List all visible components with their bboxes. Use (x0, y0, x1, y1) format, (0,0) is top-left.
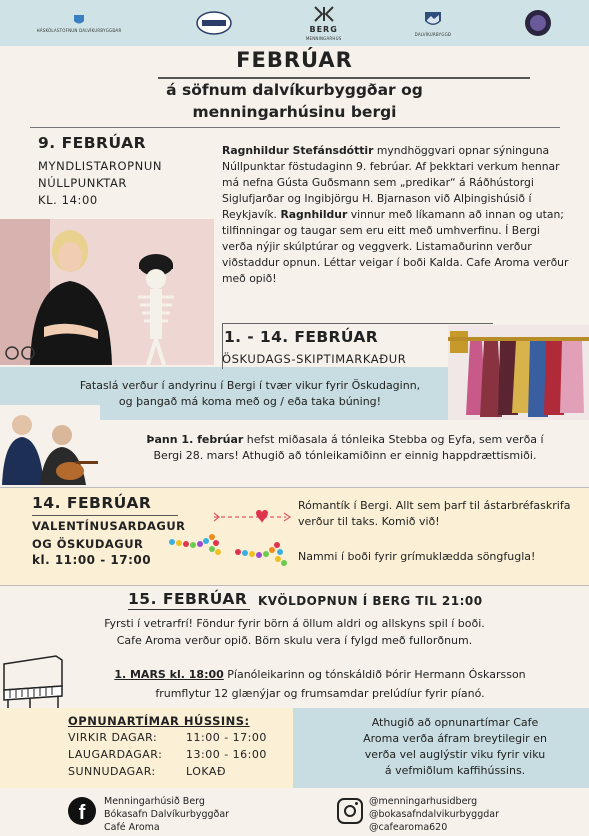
feb15-date: 15. FEBRÚAR (128, 590, 248, 608)
facebook-link[interactable]: Bókasafn Dalvíkurbyggðar (104, 809, 230, 820)
facebook-link[interactable]: Café Aroma (104, 822, 160, 833)
valentine-subtitle: VALENTÍNUSARDAGUR OG ÖSKUDAGUR (32, 519, 186, 551)
facebook-accounts (104, 795, 229, 834)
cafe-hours-notice: Athugið að opnunartímar Cafe Aroma verða áfram breytilegir en verða vel auglýstir viku fyrir viku á vefmiðlum kaffihússins. (363, 716, 547, 777)
cafe-logo-icon (524, 9, 552, 37)
artist-photo (0, 219, 214, 365)
shield-icon (423, 10, 443, 30)
logo-bokasafn (195, 10, 233, 36)
bokasafn-logo-icon (195, 10, 233, 36)
instagram-link[interactable]: @cafearoma620 (369, 822, 448, 833)
instagram-link[interactable]: @menningarhusidberg (369, 796, 478, 807)
oskudagur-date: 1. - 14. FEBRÚAR (224, 328, 379, 346)
facebook-link[interactable]: Menningarhúsið Berg (104, 796, 205, 807)
clothes-rack-illustration (448, 325, 589, 420)
clothes-rack-photo (448, 325, 589, 420)
logo-haskolastofnun: HÁSKÓLASTOFNUN DALVÍKURBYGGÐAR (37, 14, 122, 33)
feb15-date-underline (128, 609, 250, 610)
beads-decoration-icon (168, 530, 298, 570)
hours-row: VIRKIR DAGAR: 11:00 - 17:00 (68, 731, 267, 744)
berg-mark-icon (313, 5, 335, 23)
opening-hours-title: OPNUNARTÍMAR HÚSSINS: (68, 714, 250, 728)
musicians-illustration (0, 405, 100, 485)
logo-bar (0, 0, 589, 46)
instagram-accounts (369, 795, 499, 834)
hours-row: SUNNUDAGAR: LOKAÐ (68, 765, 226, 778)
feb15-description: Fyrsti í vetrarfrí! Föndur fyrir börn á öllum aldri og allskyns spil í boði. Cafe Aroma verður opið. Börn skulu vera í fylgd með fullorðnum. (104, 617, 485, 647)
page-title: FEBRÚAR (236, 48, 353, 72)
logo-dalvikurbyggd: DALVÍKURBYGGÐ (415, 10, 452, 37)
oskudagur-subtitle: ÖSKUDAGS-SKIPTIMARKAÐUR (222, 352, 407, 366)
facebook-icon[interactable]: f (68, 797, 96, 825)
musicians-photo (0, 405, 100, 485)
valentine-time: kl. 11:00 - 17:00 (32, 553, 152, 567)
hours-row: LAUGARDAGAR: 13:00 - 16:00 (68, 748, 267, 761)
valentine-candy-text: Nammi í boði fyrir grímuklædda söngfugla! (298, 550, 536, 563)
feb15-heading: KVÖLDOPNUN Í BERG TIL 21:00 (258, 594, 483, 608)
valentine-date: 14. FEBRÚAR (32, 494, 152, 512)
oskudagur-description: Fataslá verður í andyrinu í Bergi í tvær vikur fyrir Öskudaginn, og þangað má koma með og / eða taka búning! (79, 379, 421, 408)
valentine-romance-text: Rómantík í Bergi. Allt sem þarf til ástarbréfaskrifa verður til taks. Komið við! (298, 499, 571, 528)
crest-icon (73, 14, 85, 26)
feb9-subtitle: MYNDLISTAROPNUN NÚLLPUNKTAR KL. 14:00 (38, 159, 163, 207)
instagram-icon[interactable] (337, 798, 363, 824)
logo-cafe-aroma (524, 9, 552, 37)
valentine-date-underline (32, 515, 178, 516)
heart-arrow-icon (212, 507, 292, 527)
page-subtitle: á söfnum dalvíkurbyggðar og menningarhúsinu bergi (166, 81, 423, 121)
logo-berg: BERG MENNINGARHÚS (306, 5, 342, 41)
feb9-description: Ragnhildur Stefánsdóttir myndhöggvari opnar sýninguna Núllpunktar föstudaginn 9. febrúar. Af þekktari verkum hennar má nefna Gústa Guðsmann sem „predikar“ á Ráðhústorgi Siglufjarðar og Ingibjörgu H. Bjarnason við Alþingishúsið í Reykjavík. Ragnhildur vinnur með líkamann að innan og utan; tilfinningar og taugar sem eru eitt með umhverfinu. Í Bergi verða nýjir skúlptúrar og veggverk. Listamaðurinn verður viðstaddur opnun. Léttar veigar í boði Kalda. Cafe Aroma verður með opið! (222, 144, 569, 285)
march-concert-notice: 1. MARS kl. 18:00 Píanóleikarinn og tónskáldið Þórir Hermann Óskarsson frumflytur 12 glænýjar og frumsamdar prelúdíur fyrir píanó. (114, 668, 526, 700)
artist-photo-illustration (0, 219, 214, 365)
feb9-date: 9. FEBRÚAR (38, 134, 147, 152)
instagram-link[interactable]: @bokasafndalvikurbyggdar (369, 809, 499, 820)
ticket-sale-notice: Þann 1. febrúar hefst miðasala á tónleika Stebba og Eyfa, sem verða í Bergi 28. mars! Athugið að tónleikamiðinn er einnig happdrættismiði. (146, 433, 544, 462)
divider (30, 127, 560, 128)
